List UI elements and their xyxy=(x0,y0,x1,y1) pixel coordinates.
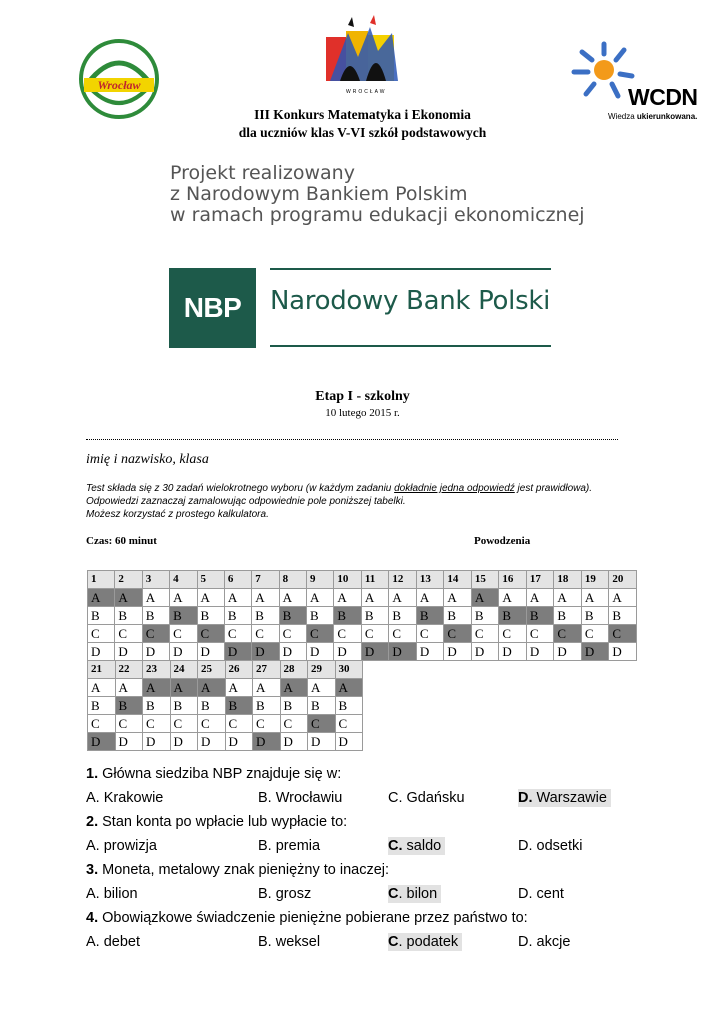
answer-cell[interactable]: A xyxy=(170,679,198,697)
answer-cell[interactable]: A xyxy=(143,679,171,697)
answer-cell[interactable]: A xyxy=(308,679,336,697)
grid-row-a xyxy=(88,589,637,607)
answer-cell[interactable]: A xyxy=(115,589,142,607)
answer-cell[interactable]: A xyxy=(334,589,362,607)
answer-cell[interactable]: C xyxy=(609,625,637,643)
answer-cell[interactable]: C xyxy=(499,625,527,643)
answer-cell[interactable]: D xyxy=(88,643,115,661)
question-3-option-a: A. bilion xyxy=(86,886,138,902)
answer-cell[interactable]: A xyxy=(279,589,306,607)
answer-cell[interactable]: D xyxy=(581,643,609,661)
question-number-cell: 22 xyxy=(115,661,143,679)
answer-cell[interactable]: A xyxy=(335,679,363,697)
project-line3: w ramach programu edukacji ekonomicznej xyxy=(170,204,585,226)
answer-cell[interactable]: A xyxy=(280,679,308,697)
answer-cell[interactable]: D xyxy=(224,643,251,661)
answer-cell[interactable]: B xyxy=(499,607,527,625)
question-2-option-c: C. saldo xyxy=(388,837,445,855)
wroclaw-city-caption: WROCŁAW xyxy=(346,89,387,95)
question-number-cell: 15 xyxy=(471,571,499,589)
answer-cell[interactable]: D xyxy=(115,643,142,661)
answer-cell[interactable]: C xyxy=(197,625,224,643)
question-1-option-b: B. Wrocławiu xyxy=(258,790,343,806)
answer-cell[interactable]: D xyxy=(471,643,499,661)
answer-cell[interactable]: C xyxy=(335,715,363,733)
answer-cell[interactable]: C xyxy=(308,715,336,733)
question-number-cell: 4 xyxy=(170,571,197,589)
answer-cell[interactable]: C xyxy=(334,625,362,643)
answer-cell[interactable]: C xyxy=(444,625,472,643)
question-number-cell: 16 xyxy=(499,571,527,589)
answer-cell[interactable]: B xyxy=(335,697,363,715)
question-4: 4. Obowiązkowe świadczenie pieniężne pobierane przez państwo to: xyxy=(86,910,528,926)
question-number-cell: 12 xyxy=(389,571,417,589)
question-number-cell: 29 xyxy=(308,661,336,679)
answer-cell[interactable]: B xyxy=(142,607,169,625)
answer-cell[interactable]: C xyxy=(471,625,499,643)
answer-cell[interactable]: D xyxy=(225,733,253,751)
question-number-cell: 10 xyxy=(334,571,362,589)
grid-row-c xyxy=(88,625,637,643)
grid-row-c xyxy=(88,715,363,733)
answer-cell[interactable]: D xyxy=(609,643,637,661)
question-2-option-b: B. premia xyxy=(258,838,321,854)
answer-cell[interactable]: D xyxy=(170,643,197,661)
answer-cell[interactable]: D xyxy=(197,643,224,661)
question-number-cell: 25 xyxy=(198,661,226,679)
answer-cell[interactable]: C xyxy=(361,625,388,643)
answer-cell[interactable]: B xyxy=(170,697,198,715)
nbp-top-rule xyxy=(270,268,551,270)
answer-cell[interactable]: A xyxy=(88,679,116,697)
question-number-cell: 2 xyxy=(115,571,142,589)
answer-cell[interactable]: C xyxy=(170,625,197,643)
answer-cell[interactable]: A xyxy=(499,589,527,607)
answer-cell[interactable]: A xyxy=(471,589,499,607)
question-number-cell: 11 xyxy=(361,571,388,589)
answer-cell[interactable]: D xyxy=(308,733,336,751)
answer-cell[interactable]: C xyxy=(307,625,334,643)
answer-grid-1-20 xyxy=(87,570,637,661)
answer-cell[interactable]: C xyxy=(115,715,143,733)
answer-cell[interactable]: C xyxy=(554,625,582,643)
wroclaw-city-logo xyxy=(318,15,406,97)
answer-cell[interactable]: B xyxy=(198,697,226,715)
answer-cell[interactable]: B xyxy=(609,607,637,625)
question-4-option-d: D. akcje xyxy=(518,934,571,950)
answer-cell[interactable]: D xyxy=(115,733,143,751)
answer-cell[interactable]: A xyxy=(88,589,115,607)
answer-cell[interactable]: B xyxy=(280,697,308,715)
answer-cell[interactable]: D xyxy=(279,643,306,661)
question-number-cell: 28 xyxy=(280,661,308,679)
answer-cell[interactable]: A xyxy=(253,679,281,697)
answer-cell[interactable]: C xyxy=(389,625,417,643)
question-number-cell: 26 xyxy=(225,661,253,679)
answer-cell[interactable]: D xyxy=(499,643,527,661)
answer-cell[interactable]: D xyxy=(526,643,554,661)
question-number-cell: 30 xyxy=(335,661,363,679)
question-number-cell: 23 xyxy=(143,661,171,679)
project-description xyxy=(170,163,585,226)
answer-cell[interactable]: B xyxy=(361,607,388,625)
answer-cell[interactable]: C xyxy=(143,715,171,733)
project-line1: Projekt realizowany xyxy=(170,162,355,184)
answer-cell[interactable]: D xyxy=(170,733,198,751)
answer-cell[interactable]: B xyxy=(252,607,279,625)
answer-cell[interactable]: A xyxy=(170,589,197,607)
question-1-option-c: C. Gdańsku xyxy=(388,790,465,806)
question-number-cell: 19 xyxy=(581,571,609,589)
nbp-bottom-rule xyxy=(270,345,551,347)
contest-title xyxy=(0,106,725,142)
name-line xyxy=(86,439,618,442)
answer-cell[interactable]: A xyxy=(224,589,251,607)
answer-cell[interactable]: D xyxy=(88,733,116,751)
question-number-cell: 1 xyxy=(88,571,115,589)
question-number-cell: 5 xyxy=(197,571,224,589)
answer-cell[interactable]: A xyxy=(416,589,444,607)
question-number-cell: 24 xyxy=(170,661,198,679)
answer-cell[interactable]: A xyxy=(142,589,169,607)
answer-cell[interactable]: B xyxy=(389,607,417,625)
good-luck: Powodzenia xyxy=(474,535,531,547)
grid-row-d xyxy=(88,643,637,661)
answer-cell[interactable]: A xyxy=(361,589,388,607)
contest-title-line2: dla uczniów klas V-VI szkół podstawowych xyxy=(238,125,487,140)
answer-cell[interactable]: A xyxy=(581,589,609,607)
question-4-option-c: C. podatek xyxy=(388,933,462,951)
answer-cell[interactable]: C xyxy=(198,715,226,733)
answer-cell[interactable]: C xyxy=(416,625,444,643)
answer-cell[interactable]: D xyxy=(307,643,334,661)
question-number-cell: 17 xyxy=(526,571,554,589)
question-3: 3. Moneta, metalowy znak pieniężny to inaczej: xyxy=(86,862,390,878)
answer-cell[interactable]: C xyxy=(88,715,116,733)
answer-cell[interactable]: C xyxy=(279,625,306,643)
wroclaw-logo-text: Wrocław xyxy=(97,78,141,92)
answer-cell[interactable]: B xyxy=(170,607,197,625)
answer-cell[interactable]: D xyxy=(335,733,363,751)
wcdn-logo-tagline: Wiedza ukierunkowana. xyxy=(608,112,698,121)
answer-cell[interactable]: C xyxy=(280,715,308,733)
nbp-logo-name: Narodowy Bank Polski xyxy=(270,286,551,316)
answer-cell[interactable]: D xyxy=(416,643,444,661)
question-2-option-a: A. prowizja xyxy=(86,838,157,854)
grid-row-b xyxy=(88,607,637,625)
answer-cell[interactable]: B xyxy=(88,697,116,715)
question-3-option-b: B. grosz xyxy=(258,886,312,902)
question-number-cell: 9 xyxy=(307,571,334,589)
answer-cell[interactable]: D xyxy=(198,733,226,751)
answer-grid-21-30 xyxy=(87,660,363,751)
nbp-logo-box: NBP xyxy=(169,268,256,348)
stage-date: 10 lutego 2015 r. xyxy=(325,407,400,419)
contest-title-line1: III Konkurs Matematyka i Ekonomia xyxy=(254,107,471,122)
grid-row-a xyxy=(88,679,363,697)
answer-cell[interactable]: A xyxy=(526,589,554,607)
answer-cell[interactable]: B xyxy=(526,607,554,625)
answer-cell[interactable]: D xyxy=(143,733,171,751)
question-number-cell: 21 xyxy=(88,661,116,679)
answer-cell[interactable]: B xyxy=(444,607,472,625)
question-number-cell: 13 xyxy=(416,571,444,589)
answer-cell[interactable]: A xyxy=(197,589,224,607)
project-line2: z Narodowym Bankiem Polskim xyxy=(170,183,468,205)
question-3-option-c: C. bilon xyxy=(388,885,441,903)
question-2: 2. Stan konta po wpłacie lub wypłacie to: xyxy=(86,814,348,830)
question-number-cell: 3 xyxy=(142,571,169,589)
answer-cell[interactable]: A xyxy=(554,589,582,607)
answer-cell[interactable]: A xyxy=(609,589,637,607)
answer-cell[interactable]: C xyxy=(526,625,554,643)
answer-cell[interactable]: C xyxy=(224,625,251,643)
answer-cell[interactable]: B xyxy=(197,607,224,625)
question-number-cell: 8 xyxy=(279,571,306,589)
question-2-option-d: D. odsetki xyxy=(518,838,583,854)
answer-cell[interactable]: D xyxy=(389,643,417,661)
answer-cell[interactable]: D xyxy=(361,643,388,661)
answer-cell[interactable]: A xyxy=(252,589,279,607)
answer-cell[interactable]: B xyxy=(416,607,444,625)
answer-cell[interactable]: C xyxy=(253,715,281,733)
grid-number-row xyxy=(88,571,637,589)
grid-row-d xyxy=(88,733,363,751)
answer-cell[interactable]: C xyxy=(115,625,142,643)
question-number-cell: 6 xyxy=(224,571,251,589)
answer-cell[interactable]: A xyxy=(389,589,417,607)
answer-cell[interactable]: D xyxy=(252,643,279,661)
question-1-option-a: A. Krakowie xyxy=(86,790,164,806)
question-number-cell: 7 xyxy=(252,571,279,589)
answer-cell[interactable]: A xyxy=(115,679,143,697)
answer-cell[interactable]: D xyxy=(280,733,308,751)
question-number-cell: 20 xyxy=(609,571,637,589)
instructions: Test składa się z 30 zadań wielokrotnego wyboru (w każdym zadaniu dokładnie jedna odpowiedź jest prawidłowa). Odpowiedzi zaznaczaj zamalowując odpowiednie pole poniższej tabelki. Możesz korzystać z prostego kalkulatora. xyxy=(86,483,593,520)
answer-cell[interactable]: D xyxy=(554,643,582,661)
answer-cell[interactable]: A xyxy=(198,679,226,697)
answer-cell[interactable]: D xyxy=(142,643,169,661)
answer-cell[interactable]: B xyxy=(253,697,281,715)
question-4-option-b: B. weksel xyxy=(258,934,321,950)
answer-cell[interactable]: D xyxy=(334,643,362,661)
answer-cell[interactable]: B xyxy=(224,607,251,625)
answer-cell[interactable]: B xyxy=(308,697,336,715)
wcdn-logo-name: WCDN xyxy=(628,84,698,110)
answer-cell[interactable]: B xyxy=(581,607,609,625)
time-limit: Czas: 60 minut xyxy=(86,535,157,547)
answer-cell[interactable]: B xyxy=(225,697,253,715)
question-3-option-d: D. cent xyxy=(518,886,564,902)
grid-row-b xyxy=(88,697,363,715)
answer-cell[interactable]: C xyxy=(88,625,115,643)
answer-cell[interactable]: B xyxy=(471,607,499,625)
answer-cell[interactable]: C xyxy=(170,715,198,733)
answer-cell[interactable]: B xyxy=(307,607,334,625)
answer-cell[interactable]: C xyxy=(225,715,253,733)
question-number-cell: 27 xyxy=(253,661,281,679)
answer-cell[interactable]: B xyxy=(143,697,171,715)
question-1-option-d: D. Warszawie xyxy=(518,789,611,807)
answer-cell[interactable]: B xyxy=(554,607,582,625)
question-number-cell: 14 xyxy=(444,571,472,589)
grid-number-row xyxy=(88,661,363,679)
answer-cell[interactable]: D xyxy=(253,733,281,751)
question-1: 1. Główna siedziba NBP znajduje się w: xyxy=(86,766,342,782)
answer-cell[interactable]: A xyxy=(307,589,334,607)
answer-cell[interactable]: B xyxy=(88,607,115,625)
answer-cell[interactable]: A xyxy=(225,679,253,697)
question-number-cell: 18 xyxy=(554,571,582,589)
answer-cell[interactable]: D xyxy=(444,643,472,661)
answer-cell[interactable]: A xyxy=(444,589,472,607)
answer-cell[interactable]: C xyxy=(581,625,609,643)
answer-cell[interactable]: B xyxy=(115,607,142,625)
answer-cell[interactable]: B xyxy=(115,697,143,715)
answer-cell[interactable]: B xyxy=(334,607,362,625)
answer-cell[interactable]: B xyxy=(279,607,306,625)
name-label: imię i nazwisko, klasa xyxy=(86,452,209,467)
question-4-option-a: A. debet xyxy=(86,934,141,950)
answer-cell[interactable]: C xyxy=(142,625,169,643)
stage-title: Etap I - szkolny xyxy=(315,389,410,404)
answer-cell[interactable]: C xyxy=(252,625,279,643)
